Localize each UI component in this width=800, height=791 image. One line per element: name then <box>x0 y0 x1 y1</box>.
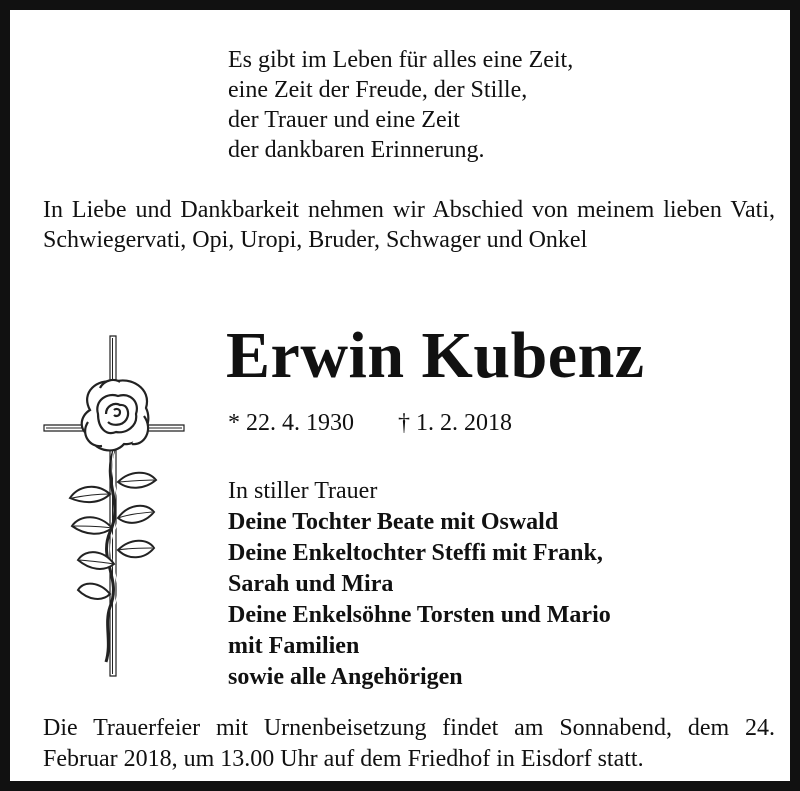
mourning-intro: In stiller Trauer <box>228 478 378 504</box>
mourner-line: Sarah und Mira <box>228 571 394 597</box>
mourner-line: mit Familien <box>228 633 360 659</box>
deceased-name: Erwin Kubenz <box>226 319 645 392</box>
cross-with-rose-icon <box>40 332 188 678</box>
poem-line: eine Zeit der Freude, der Stille, <box>228 77 528 103</box>
poem-line: der dankbaren Erinnerung. <box>228 137 485 163</box>
intro-text: In Liebe und Dankbarkeit nehmen wir Abschied von meinem lieben Vati, Schwiegervati, Opi, Uropi, Bruder, Schwager und Onkel <box>43 197 775 253</box>
mourner-line: Deine Enkeltochter Steffi mit Frank, <box>228 540 603 566</box>
mourner-line: sowie alle Angehörigen <box>228 664 463 690</box>
birth-date: * 22. 4. 1930 <box>228 410 354 436</box>
mourner-line: Deine Tochter Beate mit Oswald <box>228 509 559 535</box>
poem-line: der Trauer und eine Zeit <box>228 107 460 133</box>
poem-line: Es gibt im Leben für alles eine Zeit, <box>228 47 574 73</box>
mourners-block <box>228 476 611 693</box>
life-dates <box>228 408 512 438</box>
poem <box>228 45 573 165</box>
mourner-line: Deine Enkelsöhne Torsten und Mario <box>228 602 611 628</box>
death-date: † 1. 2. 2018 <box>398 410 512 436</box>
funeral-info: Die Trauerfeier mit Urnenbeisetzung findet am Sonnabend, dem 24. Februar 2018, um 13.00 Uhr auf dem Friedhof in Eisdorf statt. <box>43 715 775 772</box>
